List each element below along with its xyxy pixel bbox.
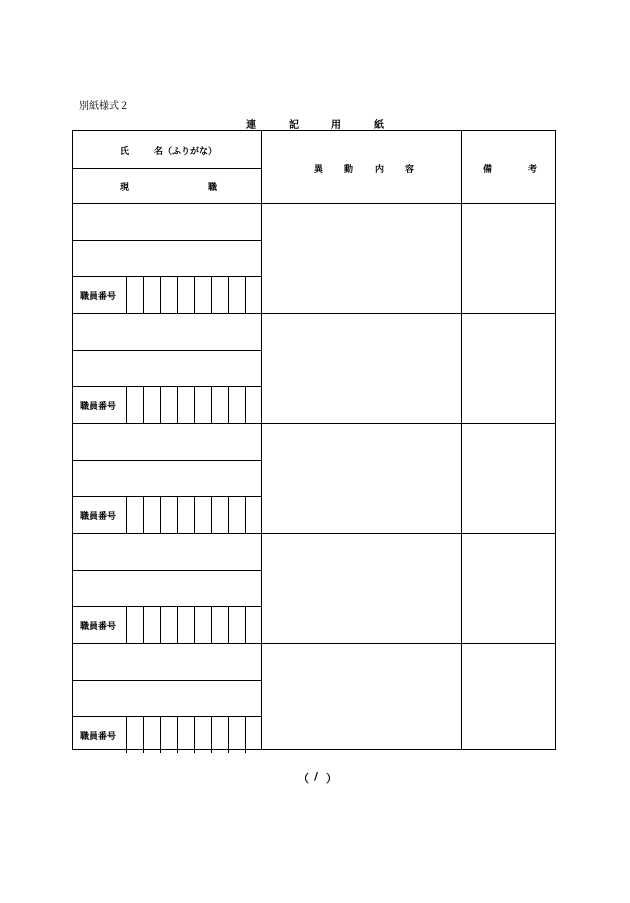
change-content-header: 動	[344, 165, 354, 175]
title-char: 連	[246, 120, 256, 131]
record-divider	[73, 423, 555, 424]
header-bottom-line	[73, 203, 555, 204]
employee-number-digit-box	[160, 496, 161, 533]
employee-number-digit-box	[228, 386, 229, 423]
employee-number-digit-box	[126, 386, 127, 423]
employee-number-label: 職員番号	[80, 292, 117, 302]
employee-number-digit-box	[211, 496, 212, 533]
position-label: 現	[120, 183, 130, 193]
furigana-line	[73, 350, 261, 351]
employee-number-digit-box	[143, 606, 144, 643]
employee-number-label: 職員番号	[80, 512, 117, 522]
name-furigana-label: 名（ふりがな）	[154, 147, 218, 157]
record-divider	[73, 643, 555, 644]
employee-number-digit-box	[228, 276, 229, 313]
employee-number-digit-box	[194, 276, 195, 313]
employee-number-digit-box	[194, 386, 195, 423]
furigana-line	[73, 570, 261, 571]
name-column-divider	[261, 131, 262, 749]
employee-number-digit-box	[160, 606, 161, 643]
employee-number-line	[73, 386, 261, 387]
furigana-line	[73, 680, 261, 681]
employee-number-label: 職員番号	[80, 402, 117, 412]
employee-number-digit-box	[177, 716, 178, 753]
employee-number-digit-box	[245, 386, 246, 423]
employee-number-line	[73, 276, 261, 277]
employee-number-digit-box	[143, 496, 144, 533]
record-divider	[73, 533, 555, 534]
remarks-header: 考	[528, 165, 538, 175]
header-divider	[73, 168, 261, 169]
employee-number-digit-box	[228, 716, 229, 753]
title-char: 記	[289, 120, 299, 131]
employee-number-digit-box	[245, 276, 246, 313]
page-open: （	[298, 772, 309, 785]
position-label: 職	[208, 183, 218, 193]
furigana-line	[73, 460, 261, 461]
employee-number-digit-box	[211, 716, 212, 753]
employee-number-digit-box	[194, 716, 195, 753]
employee-number-digit-box	[160, 276, 161, 313]
employee-number-label: 職員番号	[80, 732, 117, 742]
title-char: 紙	[374, 120, 384, 131]
employee-number-digit-box	[245, 496, 246, 533]
employee-number-digit-box	[245, 606, 246, 643]
employee-number-digit-box	[177, 606, 178, 643]
employee-number-digit-box	[228, 606, 229, 643]
employee-number-label: 職員番号	[80, 622, 117, 632]
employee-number-digit-box	[194, 606, 195, 643]
employee-number-digit-box	[143, 276, 144, 313]
remarks-header: 備	[483, 165, 493, 175]
employee-number-digit-box	[126, 276, 127, 313]
employee-number-digit-box	[228, 496, 229, 533]
employee-number-line	[73, 716, 261, 717]
employee-number-digit-box	[143, 716, 144, 753]
change-content-header: 異	[314, 165, 324, 175]
employee-number-digit-box	[211, 606, 212, 643]
employee-number-digit-box	[143, 386, 144, 423]
employee-number-digit-box	[245, 716, 246, 753]
form-table	[72, 130, 556, 750]
title-char: 用	[331, 120, 341, 131]
name-label: 氏	[120, 147, 130, 157]
employee-number-digit-box	[177, 386, 178, 423]
employee-number-digit-box	[211, 276, 212, 313]
change-content-header: 容	[405, 165, 415, 175]
employee-number-line	[73, 496, 261, 497]
page-close: ）	[326, 772, 337, 785]
employee-number-digit-box	[160, 386, 161, 423]
employee-number-digit-box	[177, 496, 178, 533]
employee-number-digit-box	[194, 496, 195, 533]
employee-number-digit-box	[126, 496, 127, 533]
employee-number-line	[73, 606, 261, 607]
employee-number-digit-box	[211, 386, 212, 423]
form-label: 別紙様式２	[79, 101, 129, 112]
employee-number-digit-box	[160, 716, 161, 753]
record-divider	[73, 313, 555, 314]
page-slash: /	[314, 770, 319, 783]
remarks-column-divider	[461, 131, 462, 749]
employee-number-digit-box	[126, 606, 127, 643]
furigana-line	[73, 240, 261, 241]
employee-number-digit-box	[177, 276, 178, 313]
change-content-header: 内	[375, 165, 385, 175]
employee-number-digit-box	[126, 716, 127, 753]
